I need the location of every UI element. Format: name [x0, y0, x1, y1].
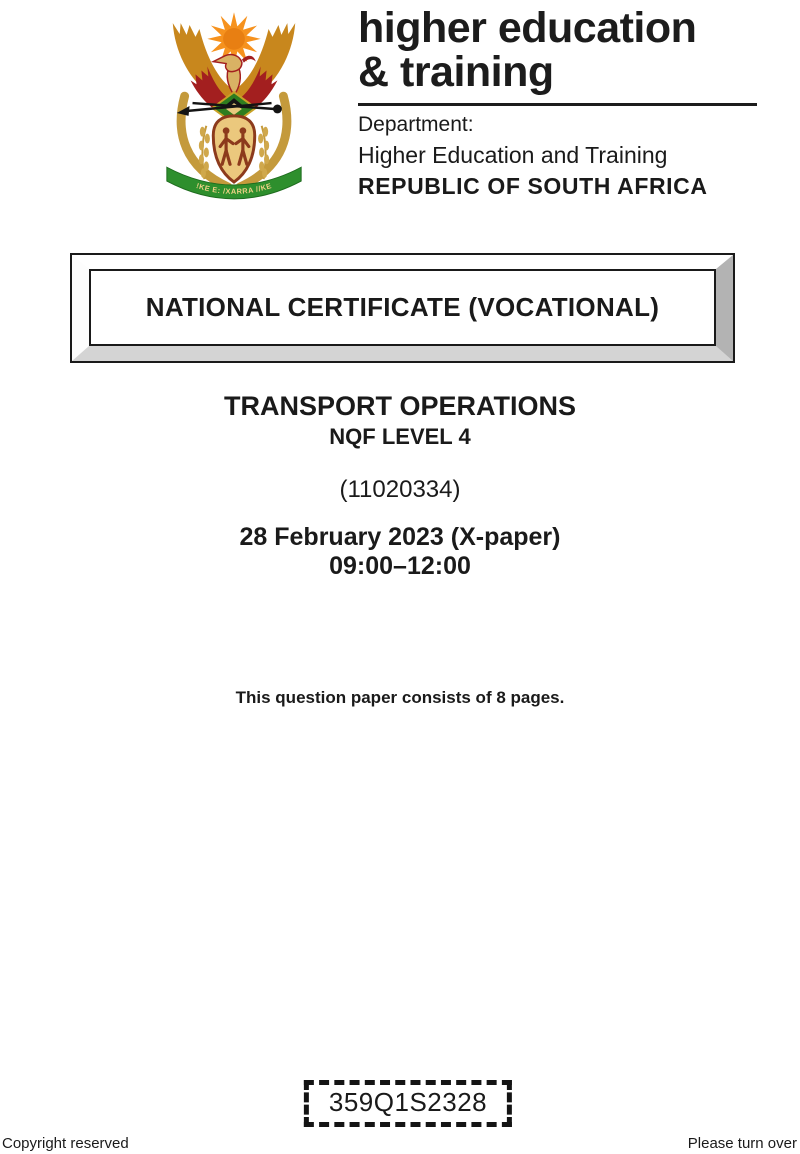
emblem-motto: !KE E: /XARRA //KE	[195, 181, 273, 196]
pages-note: This question paper consists of 8 pages.	[235, 688, 565, 707]
exam-date: 28 February 2023 (X-paper)	[239, 523, 561, 551]
turn-over-note: Please turn over	[687, 1135, 797, 1152]
exam-time: 09:00–12:00	[329, 552, 471, 580]
letterhead-text	[358, 6, 778, 200]
wordmark	[358, 6, 778, 94]
paper-code: (11020334)	[339, 476, 461, 503]
exam-number: 359Q1S2328	[328, 1087, 488, 1117]
letterhead-rule	[358, 103, 757, 106]
exam-number-box	[304, 1080, 512, 1127]
certificate-title: NATIONAL CERTIFICATE (VOCATIONAL)	[145, 292, 660, 322]
coat-of-arms-logo	[155, 8, 313, 208]
title-banner-bevel	[72, 255, 733, 361]
department-name: Higher Education and Training	[358, 142, 668, 168]
nqf-level: NQF LEVEL 4	[329, 424, 471, 449]
bird-head-icon	[213, 55, 242, 72]
south-africa-coat-of-arms	[155, 8, 313, 208]
title-banner	[70, 253, 735, 363]
title-banner-inner-frame	[89, 269, 716, 346]
wordmark-line2: & training	[358, 48, 554, 96]
subject-title: TRANSPORT OPERATIONS	[223, 391, 576, 421]
shield-icon	[213, 116, 254, 182]
copyright-note: Copyright reserved	[2, 1135, 129, 1152]
country-name: REPUBLIC OF SOUTH AFRICA	[358, 173, 708, 199]
wordmark-line1: higher education	[358, 4, 697, 52]
department-label: Department:	[358, 113, 474, 136]
title-banner-outer-frame	[70, 253, 735, 363]
